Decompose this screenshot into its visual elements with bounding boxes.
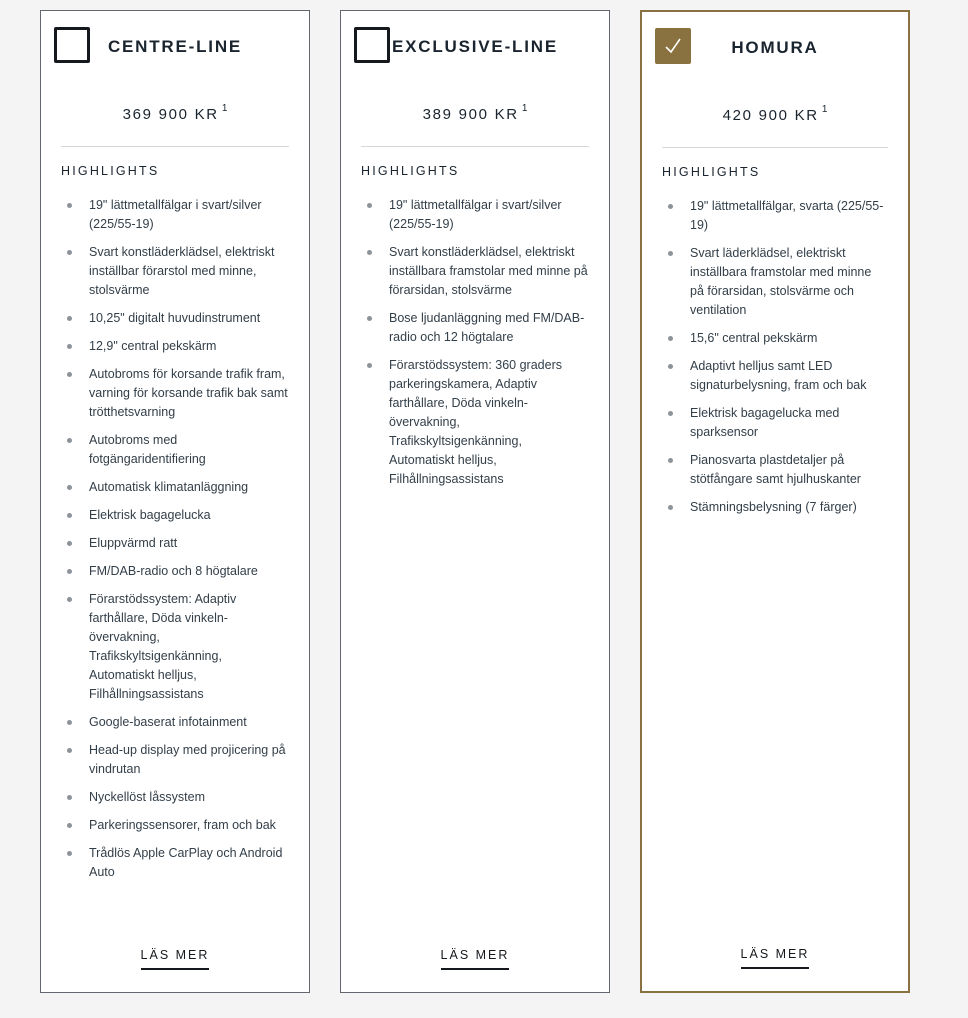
feature-text: Head-up display med projicering på vindrutan (89, 743, 286, 776)
trim-cards-row (40, 10, 910, 993)
card-header (662, 26, 888, 72)
feature-item (61, 309, 289, 328)
feature-text: Elektrisk bagagelucka (89, 508, 211, 522)
price-footnote-marker: 1 (221, 103, 228, 114)
trim-title: CENTRE-LINE (107, 37, 243, 56)
bullet-icon (367, 203, 372, 208)
price-row (662, 104, 888, 125)
feature-item (61, 431, 289, 469)
feature-text: Svart läderklädsel, elektriskt inställbara framstolar med minne på förarsidan, stolsvärme och ventilation (690, 246, 872, 317)
feature-text: Svart konstläderklädsel, elektriskt inställbar förarstol med minne, stolsvärme (89, 245, 275, 297)
bullet-icon (67, 250, 72, 255)
trim-price: 420 900 KR (722, 107, 819, 124)
feature-item (61, 506, 289, 525)
feature-item (61, 337, 289, 356)
card-header (61, 25, 289, 71)
feature-text: Elektrisk bagagelucka med sparksensor (690, 406, 840, 439)
bullet-icon (668, 458, 673, 463)
divider (662, 147, 888, 148)
feature-text: FM/DAB-radio och 8 högtalare (89, 564, 258, 578)
feature-text: Adaptivt helljus samt LED signaturbelysning, fram och bak (690, 359, 867, 392)
feature-text: Google-baserat infotainment (89, 715, 247, 729)
feature-item (61, 590, 289, 704)
price-footnote-marker: 1 (521, 103, 528, 114)
divider (361, 146, 589, 147)
trim-price: 369 900 KR (122, 106, 219, 123)
bullet-icon (67, 438, 72, 443)
feature-item (61, 713, 289, 732)
highlights-heading: HIGHLIGHTS (662, 165, 761, 179)
feature-item (61, 562, 289, 581)
feature-item (61, 365, 289, 422)
trim-card-homura (640, 10, 910, 993)
bullet-icon (67, 316, 72, 321)
bullet-icon (367, 250, 372, 255)
feature-text: Pianosvarta plastdetaljer på stötfångare samt hjulhuskanter (690, 453, 861, 486)
trim-title: EXCLUSIVE-LINE (392, 37, 558, 56)
feature-item (61, 788, 289, 807)
read-more-wrap (61, 946, 289, 970)
bullet-icon (67, 541, 72, 546)
price-row (361, 103, 589, 124)
feature-text: Svart konstläderklädsel, elektriskt inställbara framstolar med minne på förarsidan, stolsvärme (389, 245, 588, 297)
bullet-icon (67, 203, 72, 208)
feature-text: Autobroms med fotgängaridentifiering (89, 433, 206, 466)
feature-text: 19" lättmetallfälgar i svart/silver (225/55-19) (89, 198, 262, 231)
bullet-icon (67, 597, 72, 602)
feature-text: 15,6" central pekskärm (690, 331, 818, 345)
feature-text: Förarstödssystem: Adaptiv farthållare, Döda vinkeln-övervakning, Trafikskyltsigenkänning, Automatiskt helljus, Filhållningsassistans (89, 592, 237, 701)
feature-item (662, 197, 888, 235)
bullet-icon (668, 411, 673, 416)
trim-card-exclusive-line (340, 10, 610, 993)
bullet-icon (367, 363, 372, 368)
bullet-icon (668, 336, 673, 341)
trim-price: 389 900 KR (422, 106, 519, 123)
bullet-icon (67, 851, 72, 856)
feature-item (61, 741, 289, 779)
bullet-icon (67, 485, 72, 490)
feature-text: Bose ljudanläggning med FM/DAB-radio och 12 högtalare (389, 311, 585, 344)
feature-text: 19" lättmetallfälgar, svarta (225/55-19) (690, 199, 884, 232)
bullet-icon (668, 251, 673, 256)
highlights-heading: HIGHLIGHTS (361, 164, 460, 178)
feature-item (361, 243, 589, 300)
feature-item (361, 309, 589, 347)
feature-text: 12,9" central pekskärm (89, 339, 217, 353)
feature-text: Förarstödssystem: 360 graders parkeringskamera, Adaptiv farthållare, Döda vinkeln-övervakning, Trafikskyltsigenkänning, Automatiskt helljus, Filhållningsassistans (389, 358, 562, 486)
feature-item (662, 329, 888, 348)
bullet-icon (67, 795, 72, 800)
bullet-icon (67, 823, 72, 828)
bullet-icon (367, 316, 372, 321)
bullet-icon (67, 372, 72, 377)
feature-text: Automatisk klimatanläggning (89, 480, 249, 494)
bullet-icon (67, 513, 72, 518)
feature-list (662, 197, 888, 526)
trim-card-centre-line (40, 10, 310, 993)
bullet-icon (67, 748, 72, 753)
feature-text: Stämningsbelysning (7 färger) (690, 500, 857, 514)
price-footnote-marker: 1 (821, 104, 828, 115)
feature-text: 19" lättmetallfälgar i svart/silver (225/55-19) (389, 198, 562, 231)
feature-text: Parkeringssensorer, fram och bak (89, 818, 276, 832)
feature-item (61, 534, 289, 553)
bullet-icon (668, 505, 673, 510)
feature-text: Eluppvärmd ratt (89, 536, 178, 550)
feature-item (61, 844, 289, 882)
read-more-link[interactable]: LÄS MER (441, 948, 510, 970)
bullet-icon (67, 720, 72, 725)
trim-title: HOMURA (731, 38, 819, 57)
price-row (61, 103, 289, 124)
highlights-heading: HIGHLIGHTS (61, 164, 160, 178)
feature-list (361, 196, 589, 498)
bullet-icon (668, 364, 673, 369)
feature-item (662, 451, 888, 489)
feature-item (61, 196, 289, 234)
card-header (361, 25, 589, 71)
feature-text: 10,25" digitalt huvudinstrument (89, 311, 261, 325)
feature-item (361, 196, 589, 234)
feature-item (662, 244, 888, 320)
feature-text: Autobroms för korsande trafik fram, varning för korsande trafik bak samt trötthetsvarning (89, 367, 288, 419)
feature-item (662, 357, 888, 395)
feature-item (662, 404, 888, 442)
feature-text: Trådlös Apple CarPlay och Android Auto (89, 846, 283, 879)
feature-item (61, 816, 289, 835)
feature-list (61, 196, 289, 891)
feature-text: Nyckellöst låssystem (89, 790, 205, 804)
bullet-icon (67, 569, 72, 574)
bullet-icon (67, 344, 72, 349)
read-more-wrap (361, 946, 589, 970)
read-more-wrap (662, 945, 888, 969)
divider (61, 146, 289, 147)
read-more-link[interactable]: LÄS MER (141, 948, 210, 970)
feature-item (662, 498, 888, 517)
feature-item (361, 356, 589, 489)
feature-item (61, 478, 289, 497)
read-more-link[interactable]: LÄS MER (741, 947, 810, 969)
feature-item (61, 243, 289, 300)
bullet-icon (668, 204, 673, 209)
